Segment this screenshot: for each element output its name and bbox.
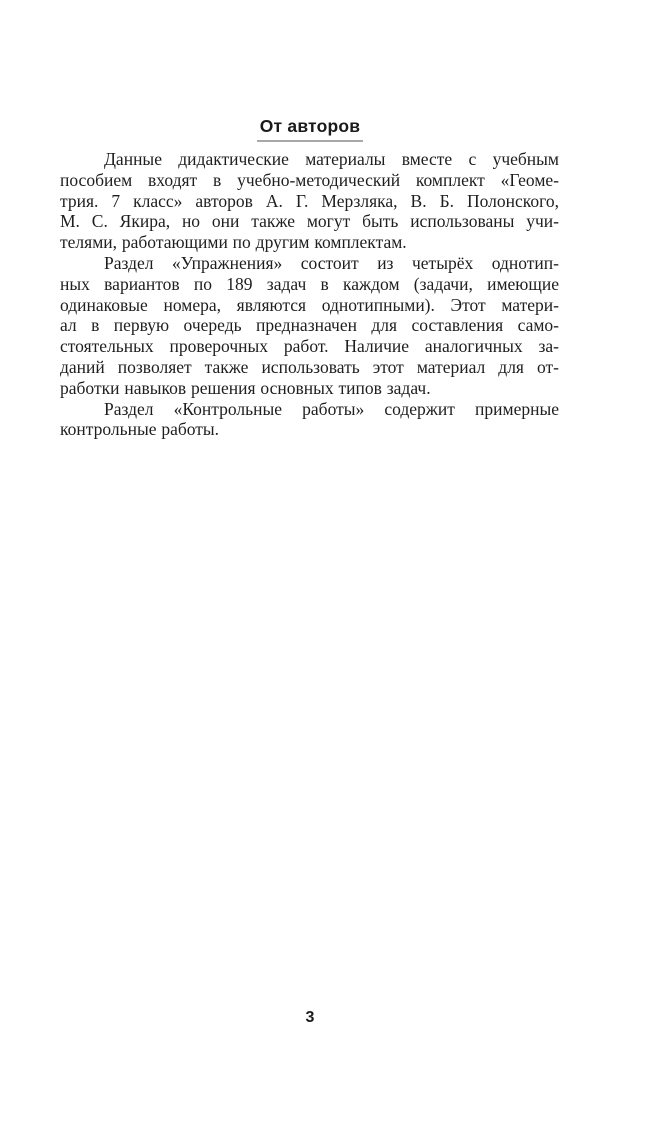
text-line: Раздел «Упражнения» состоит из четырёх однотип- — [104, 252, 559, 273]
paragraph — [60, 149, 559, 253]
page-number: 3 — [305, 1009, 315, 1026]
text-line: работки навыков решения основных типов задач. — [60, 377, 431, 398]
text-line: телями, работающими по другим комплектам. — [60, 232, 407, 253]
text-content — [60, 149, 559, 440]
text-line: одинаковые номера, являются однотипными). Этот матери- — [60, 294, 559, 315]
paragraph — [60, 399, 559, 441]
text-line: контрольные работы. — [60, 419, 220, 440]
title-row — [60, 118, 560, 142]
book-page — [0, 118, 650, 1128]
text-line: трия. 7 класс» авторов А. Г. Мерзляка, В. Б. Полонского, — [60, 190, 559, 211]
text-line: ных вариантов по 189 задач в каждом (задачи, имеющие — [60, 273, 559, 294]
text-line: даний позволяет также использовать этот материал для от- — [60, 356, 559, 377]
text-line: Данные дидактические материалы вместе с учебным — [104, 149, 559, 169]
text-line: пособием входят в учебно-методический комплект «Геоме- — [60, 169, 559, 190]
text-line: Раздел «Контрольные работы» содержит примерные — [104, 398, 559, 419]
paragraph — [60, 253, 559, 399]
text-line: стоятельных проверочных работ. Наличие аналогичных за- — [60, 336, 559, 357]
page-title: От авторов — [257, 118, 363, 142]
text-line: ал в первую очередь предназначен для составления само- — [60, 315, 559, 336]
text-line: М. С. Якира, но они также могут быть использованы учи- — [60, 211, 559, 232]
